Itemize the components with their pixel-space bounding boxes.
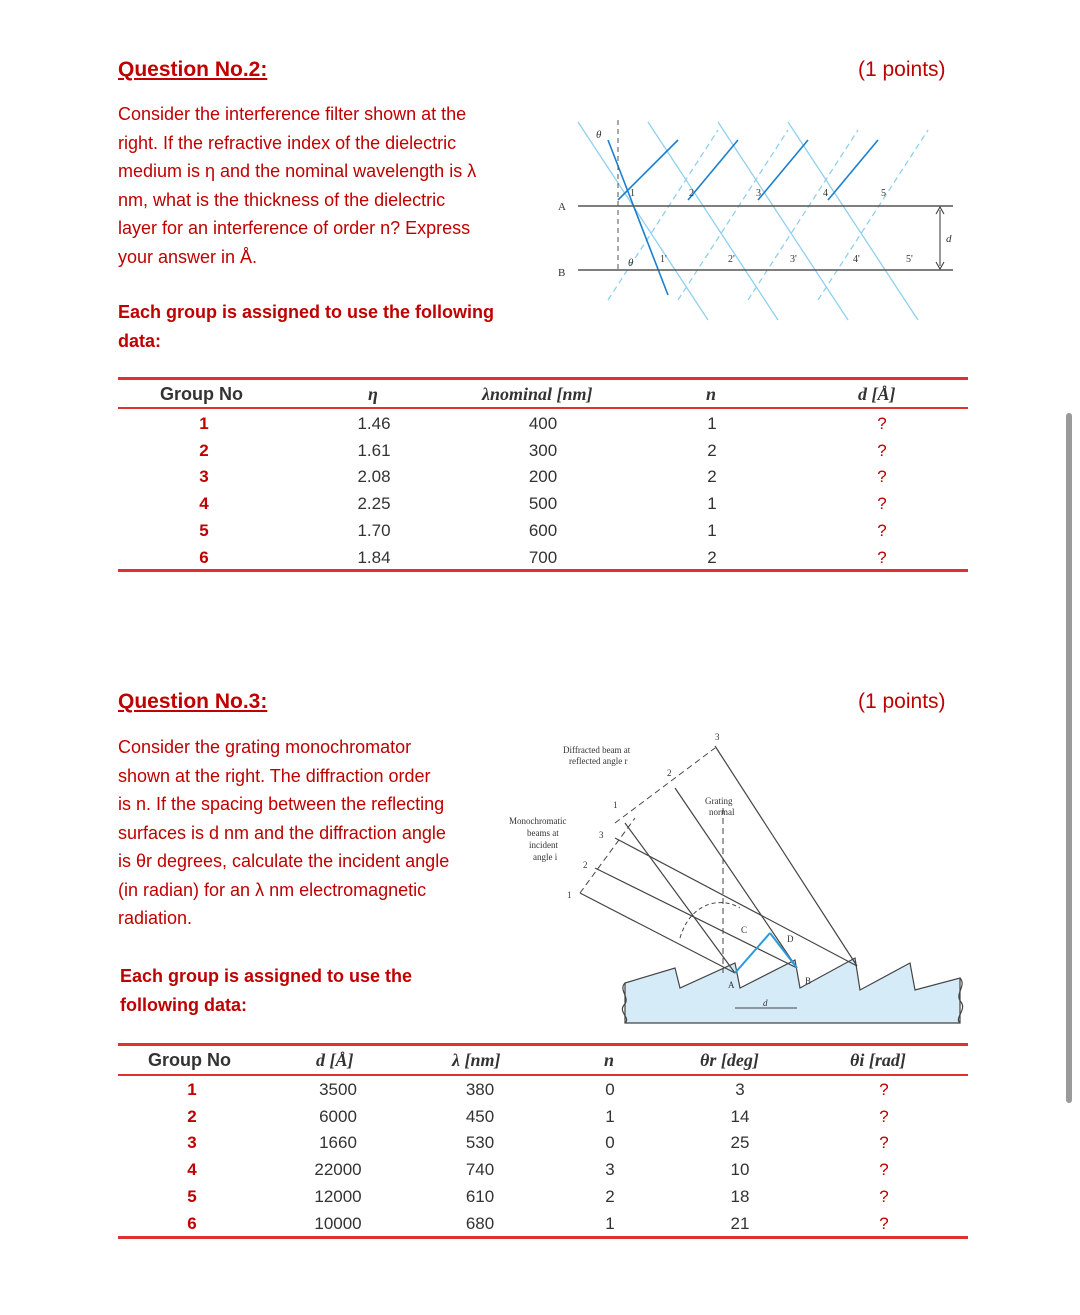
ray-number: 4' (853, 254, 860, 265)
interference-filter-diagram (548, 110, 968, 325)
table-cell: 5 (199, 520, 209, 540)
table-cell: 300 (528, 440, 558, 460)
table-cell: 10 (730, 1160, 750, 1180)
table-cell: ? (879, 1080, 889, 1099)
ray-number: 2' (728, 254, 735, 265)
vertical-scrollbar[interactable] (1066, 413, 1072, 1103)
table-cell: ? (877, 494, 887, 514)
table-cell: 680 (465, 1213, 495, 1233)
q2-header-group: Group No (160, 384, 243, 404)
diffracted-label: Diffracted beam at (563, 745, 631, 755)
table-cell: 2 (187, 1106, 197, 1126)
q3-header-theta-r: θr [deg] (700, 1050, 759, 1070)
q2-text-line: layer for an interference of order n? Express (118, 218, 471, 238)
table-cell: 6000 (319, 1106, 357, 1126)
q3-text-line: shown at the right. The diffraction order (118, 765, 431, 786)
table-cell: 1 (707, 520, 717, 540)
table-cell: 1 (605, 1213, 615, 1233)
table-cell: 700 (528, 547, 558, 567)
table-cell: 6 (199, 547, 209, 567)
table-cell: ? (879, 1186, 889, 1206)
point-label: B (805, 976, 812, 986)
q3-group-note-line: following data: (120, 995, 247, 1015)
point-label: D (787, 934, 794, 944)
table-cell: 3 (735, 1080, 745, 1099)
q3-table-header-rule (118, 1074, 968, 1076)
table-cell: 21 (730, 1213, 750, 1233)
q3-text-line: (in radian) for an λ nm electromagnetic (118, 879, 427, 900)
table-cell: 1 (707, 414, 717, 433)
q3-header-n: n (604, 1050, 615, 1070)
ray-number: 3' (790, 254, 797, 265)
table-cell: ? (879, 1160, 889, 1180)
table-cell: 3 (187, 1133, 197, 1153)
table-cell: 600 (528, 520, 558, 540)
ray-number: 2 (689, 188, 694, 199)
q2-points: (1 points) (858, 58, 946, 81)
ray-number: 1' (660, 254, 667, 265)
table-cell: 1.70 (357, 520, 391, 540)
table-cell: 530 (465, 1133, 495, 1153)
q3-header-theta-i: θi [rad] (850, 1050, 906, 1070)
q3-text (118, 733, 486, 933)
q2-header-lambda: λnominal [nm] (482, 384, 593, 404)
ray-number: 3 (599, 830, 604, 840)
table-cell: 2.25 (357, 494, 391, 514)
q3-text-line: is θr degrees, calculate the incident angle (118, 851, 450, 871)
q2-group-note (118, 298, 494, 356)
table-cell: 3 (199, 467, 209, 487)
table-cell: 450 (465, 1106, 495, 1126)
mono-label: incident (529, 840, 558, 850)
table-cell: 1 (187, 1080, 197, 1099)
table-cell: 1 (199, 414, 209, 433)
point-label: C (741, 925, 748, 935)
q3-table-bottom-rule (118, 1236, 968, 1239)
ray-number: 2 (583, 860, 588, 870)
table-cell: 3 (605, 1160, 615, 1180)
diffracted-label: reflected angle r (569, 756, 628, 766)
q2-table-bottom-rule (118, 569, 968, 572)
ray-number: 5 (881, 188, 886, 199)
ray-number: 2 (667, 768, 672, 778)
q3-group-note-line: Each group is assigned to use the (120, 966, 413, 986)
table-cell: 5 (187, 1186, 197, 1206)
table-cell: 25 (730, 1133, 750, 1153)
table-cell: 2 (707, 440, 717, 460)
q3-header-d: d [Å] (316, 1050, 354, 1070)
q2-title: Question No.2: (118, 58, 268, 81)
q2-header-d: d [Å] (858, 384, 896, 404)
ray-number: 1 (567, 890, 572, 900)
q2-text-line: Consider the interference filter shown at the (118, 104, 467, 124)
table-cell: 610 (465, 1186, 495, 1206)
table-cell: 500 (528, 494, 558, 514)
label-theta: θ (596, 129, 602, 141)
table-cell: 6 (187, 1213, 197, 1233)
table-cell: ? (877, 547, 887, 567)
q3-header-group: Group No (148, 1050, 231, 1070)
grating-monochromator-diagram (505, 728, 970, 1028)
table-cell: 740 (465, 1160, 495, 1180)
q3-points: (1 points) (858, 690, 946, 713)
q3-text-line: surfaces is d nm and the diffraction angle (118, 822, 446, 843)
table-cell: 3500 (319, 1080, 357, 1099)
table-cell: 2 (707, 547, 717, 567)
q3-group-note (120, 962, 412, 1020)
table-cell: 200 (528, 467, 558, 487)
q2-text-line: your answer in Å. (118, 246, 258, 267)
ray-number: 3 (715, 732, 720, 742)
grating-label: normal (709, 807, 735, 817)
q2-header-n: n (706, 384, 717, 404)
table-cell: 380 (465, 1080, 495, 1099)
q3-title: Question No.3: (118, 690, 268, 713)
table-cell: 4 (187, 1160, 197, 1180)
table-cell: ? (877, 520, 887, 540)
grating-label: Grating (705, 796, 733, 806)
q2-group-note-line: Each group is assigned to use the following (118, 302, 495, 322)
table-cell: 0 (605, 1080, 615, 1099)
table-cell: ? (879, 1106, 889, 1126)
ray-number: 5' (906, 254, 913, 265)
table-cell: 10000 (314, 1213, 362, 1233)
table-cell: ? (879, 1133, 889, 1153)
q3-table-top-rule (118, 1043, 968, 1046)
table-cell: 2 (605, 1186, 615, 1206)
table-cell: 12000 (314, 1186, 362, 1206)
point-label: A (728, 980, 735, 990)
table-cell: 1 (605, 1106, 615, 1126)
point-label: d (763, 998, 768, 1008)
q2-text (118, 100, 526, 271)
q2-text-line: medium is η and the nominal wavelength is λ (118, 161, 477, 181)
ray-number: 1 (630, 188, 635, 199)
table-cell: 0 (605, 1133, 615, 1153)
q2-header-eta: η (368, 384, 378, 404)
label-a: A (558, 201, 566, 213)
mono-label: Monochromatic (509, 816, 567, 826)
mono-label: angle i (533, 852, 558, 862)
ray-number: 4 (823, 188, 828, 199)
ray-number: 3 (756, 188, 761, 199)
table-cell: 14 (730, 1106, 750, 1126)
q2-text-line: right. If the refractive index of the dielectric (118, 132, 457, 153)
ray-number: 1 (613, 800, 618, 810)
table-cell: ? (877, 440, 887, 460)
q3-text-line: radiation. (118, 908, 193, 928)
table-cell: 2.08 (357, 467, 391, 487)
label-d: d (946, 233, 952, 245)
q2-table-header-rule (118, 407, 968, 409)
q2-group-note-line: data: (118, 331, 162, 351)
table-cell: ? (879, 1213, 889, 1233)
table-cell: 1660 (319, 1133, 357, 1153)
table-cell: 400 (528, 414, 558, 433)
table-cell: ? (877, 414, 887, 433)
q2-text-line: nm, what is the thickness of the dielectric (118, 189, 446, 210)
label-theta: θ (628, 257, 634, 269)
label-b: B (558, 267, 566, 279)
table-cell: 18 (730, 1186, 750, 1206)
table-cell: 1.84 (357, 547, 391, 567)
table-cell: 4 (199, 494, 209, 514)
table-cell: 1.46 (357, 414, 391, 433)
q3-text-line: Consider the grating monochromator (118, 737, 412, 757)
table-cell: 2 (707, 467, 717, 487)
table-cell: 22000 (314, 1160, 362, 1180)
table-cell: ? (877, 467, 887, 487)
q3-header-lambda: λ [nm] (452, 1050, 501, 1070)
q2-table-top-rule (118, 377, 968, 380)
table-cell: 2 (199, 440, 209, 460)
table-cell: 1.61 (357, 440, 391, 460)
q3-text-line: is n. If the spacing between the reflecting (118, 794, 445, 814)
table-cell: 1 (707, 494, 717, 514)
mono-label: beams at (527, 828, 559, 838)
